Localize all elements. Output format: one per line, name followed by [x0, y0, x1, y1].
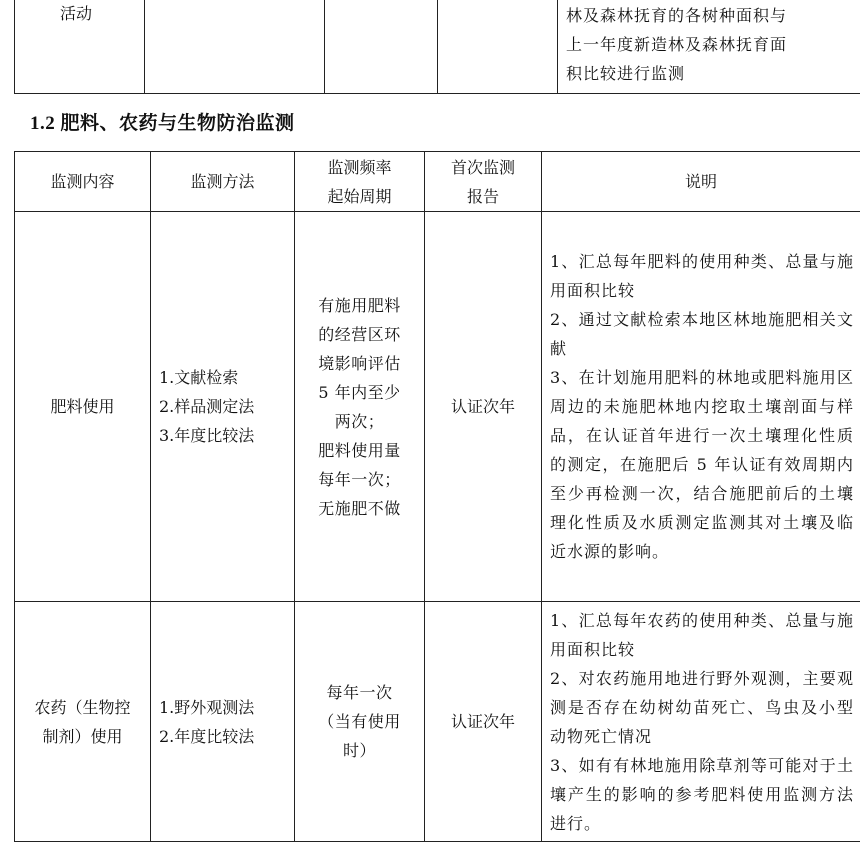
frequency-line: 境影响评估 [301, 349, 418, 378]
note-item: 3、如有有林地施用除草剂等可能对于土壤产生的影响的参考肥料使用监测方法进行。 [550, 751, 854, 838]
row-notes [542, 602, 860, 842]
table-row [15, 212, 860, 602]
frequency-line: 无施肥不做 [301, 494, 418, 523]
method-item: 2.样品测定法 [159, 392, 294, 421]
row-methods [151, 212, 295, 602]
fragment-note-line: 林及森林抚育的各树种面积与 [566, 1, 854, 30]
note-item: 1、汇总每年肥料的使用种类、总量与施用面积比较 [550, 247, 854, 305]
frequency-line: 两次； [301, 407, 418, 436]
fragment-empty-cell [145, 0, 325, 94]
header-report [425, 152, 542, 212]
header-content: 监测内容 [15, 152, 151, 212]
fragment-note-line: 积比较进行监测 [566, 59, 854, 88]
frequency-line: 的经营区环 [301, 320, 418, 349]
previous-table-fragment [14, 0, 860, 94]
row-frequency [295, 602, 425, 842]
table-row [15, 602, 860, 842]
header-note: 说明 [542, 152, 860, 212]
header-method: 监测方法 [151, 152, 295, 212]
frequency-line: 肥料使用量 [301, 436, 418, 465]
row-frequency [295, 212, 425, 602]
method-item: 1.文献检索 [159, 363, 294, 392]
table-header-row [15, 152, 860, 212]
row-report: 认证次年 [425, 212, 542, 602]
row-methods [151, 602, 295, 842]
note-item: 2、对农药施用地进行野外观测，主要观测是否存在幼树幼苗死亡、鸟虫及小型动物死亡情况 [550, 664, 854, 751]
section-title: 1.2 肥料、农药与生物防治监测 [30, 108, 295, 135]
frequency-line: 5 年内至少 [301, 378, 418, 407]
header-frequency-line: 起始周期 [295, 182, 424, 211]
fragment-empty-cell [325, 0, 438, 94]
row-report: 认证次年 [425, 602, 542, 842]
fragment-first-cell: 活动 [15, 0, 145, 94]
header-frequency [295, 152, 425, 212]
frequency-line: 每年一次 [301, 678, 418, 707]
frequency-line: 每年一次； [301, 465, 418, 494]
method-item: 1.野外观测法 [159, 693, 294, 722]
method-item: 2.年度比较法 [159, 722, 294, 751]
monitoring-table [14, 151, 860, 842]
fragment-note-line: 上一年度新造林及森林抚育面 [566, 30, 854, 59]
row-content [15, 602, 151, 842]
content-line: 制剂）使用 [15, 722, 150, 751]
row-content: 肥料使用 [15, 212, 151, 602]
fragment-note-cell [558, 0, 860, 94]
frequency-line: 时） [301, 736, 418, 765]
header-frequency-line: 监测频率 [295, 153, 424, 182]
frequency-line: （当有使用 [301, 707, 418, 736]
frequency-line: 有施用肥料 [301, 291, 418, 320]
header-report-line: 首次监测 [425, 153, 541, 182]
fragment-empty-cell [438, 0, 558, 94]
note-item: 2、通过文献检索本地区林地施肥相关文献 [550, 305, 854, 363]
header-report-line: 报告 [425, 182, 541, 211]
note-item: 1、汇总每年农药的使用种类、总量与施用面积比较 [550, 606, 854, 664]
note-item: 3、在计划施用肥料的林地或肥料施用区周边的未施肥林地内挖取土壤剖面与样品，在认证首年进行一次土壤理化性质的测定，在施肥后 5 年认证有效周期内至少再检测一次，结合施肥前后的土壤理化性质及水质测定监测其对土壤及临近水源的影响。 [550, 363, 854, 566]
method-item: 3.年度比较法 [159, 421, 294, 450]
content-line: 农药（生物控 [15, 693, 150, 722]
row-notes [542, 212, 860, 602]
